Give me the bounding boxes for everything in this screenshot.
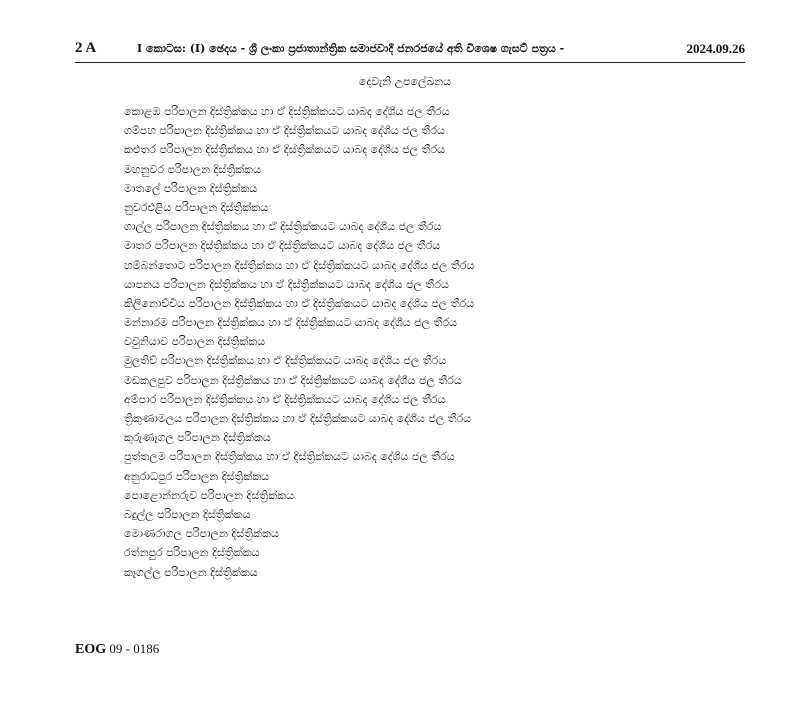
list-item: බදුල්ල පරිපාලන දිස්ත්‍රික්කය [124,507,251,521]
footer-code-number: 09 - 0186 [109,641,160,656]
list-item: ගම්පහ පරිපාලන දිස්ත්‍රික්කය හා ඒ දිස්ත්‍රික්කයට යාබද දේශීය ජල තීරය [124,124,445,138]
footer-code [75,641,159,658]
list-item: මුලතිව් පරිපාලන දිස්ත්‍රික්කය හා ඒ දිස්ත්‍රික්කයට යාබද දේශීය ජල තීරය [124,354,447,368]
footer-code-prefix: EOG [75,642,107,657]
list-item: මන්නාරම පරිපාලන දිස්ත්‍රික්කය හා ඒ දිස්ත්‍රික්කයට යාබද දේශීය ජල තීරය [124,316,458,330]
list-item: මහනුවර පරිපාලන දිස්ත්‍රික්කය [124,162,262,176]
list-item: කුරුණෑගල පරිපාලන දිස්ත්‍රික්කය [124,431,271,445]
list-item: කළුතර පරිපාලන දිස්ත්‍රික්කය හා ඒ දිස්ත්‍රික්කයට යාබද දේශීය ජල තීරය [124,143,446,157]
list-item: වවුනියාව පරිපාලන දිස්ත්‍රික්කය [124,335,266,349]
list-item: අම්පාර පරිපාලන දිස්ත්‍රික්කය හා ඒ දිස්ත්‍රික්කයට යාබද දේශීය ජල තීරය [124,392,446,406]
list-item: මඩකලපුව පරිපාලන දිස්ත්‍රික්කය හා ඒ දිස්ත්‍රික්කයට යාබද දේශීය ජල තීරය [124,373,462,387]
list-item: අනුරාධපුර පරිපාලන දිස්ත්‍රික්කය [124,469,270,483]
list-item: මාතර පරිපාලන දිස්ත්‍රික්කය හා ඒ දිස්ත්‍රික්කයට යාබද දේශීය ජල තීරය [124,239,441,253]
list-item: නුවරඑළිය පරිපාලන දිස්ත්‍රික්කය [124,200,269,214]
district-list [124,102,474,582]
list-item: මාතලේ පරිපාලන දිස්ත්‍රික්කය [124,181,258,195]
header-divider [75,62,745,63]
list-item: කිලිනොච්චිය පරිපාලන දිස්ත්‍රික්කය හා ඒ දිස්ත්‍රික්කයට යාබද දේශීය ජල තීරය [124,296,475,310]
list-item: පුත්තලම පරිපාලන දිස්ත්‍රික්කය හා ඒ දිස්ත්‍රික්කයට යාබද දේශීය ජල තීරය [124,450,455,464]
page-number: 2 A [75,40,97,56]
gazette-header-text: I කොටස: (I) ඡෙදය - ශ්‍රී ලංකා ප්‍රජාතාන්ත්‍රික සමාජවාදී ජනරජයේ අති විශෙෂ ගැසට් පත්‍රය - [137,42,565,55]
list-item: රත්නපුර පරිපාලන දිස්ත්‍රික්කය [124,546,260,560]
list-item: ගාල්ල පරිපාලන දිස්ත්‍රික්කය හා ඒ දිස්ත්‍රික්කයට යාබද දේශීය ජල තීරය [124,220,442,234]
list-item: මොණරාගල පරිපාලන දිස්ත්‍රික්කය [124,527,279,541]
schedule-title: දෙවැනි උපලේඛනය [358,75,452,88]
list-item: පොළොන්නරුව පරිපාලන දිස්ත්‍රික්කය [124,488,295,502]
page-header [75,40,745,62]
list-item: හම්බන්තොට පරිපාලන දිස්ත්‍රික්කය හා ඒ දිස්ත්‍රික්කයට යාබද දේශීය ජල තීරය [124,258,475,272]
list-item: ත්‍රිකුණාමලය පරිපාලන දිස්ත්‍රික්කය හා ඒ දිස්ත්‍රික්කයට යාබද දේශීය ජල තීරය [124,412,472,425]
list-item: කොළඹ පරිපාලන දිස්ත්‍රික්කය හා ඒ දිස්ත්‍රික්කයට යාබද දේශීය ජල තීරය [124,105,450,118]
list-item: කෑගල්ල පරිපාලන දිස්ත්‍රික්කය [124,565,258,579]
gazette-date: 2024.09.26 [686,41,745,56]
list-item: යාපනය පරිපාලන දිස්ත්‍රික්කය හා ඒ දිස්ත්‍රික්කයට යාබද දේශීය ජල තීරය [124,277,449,291]
